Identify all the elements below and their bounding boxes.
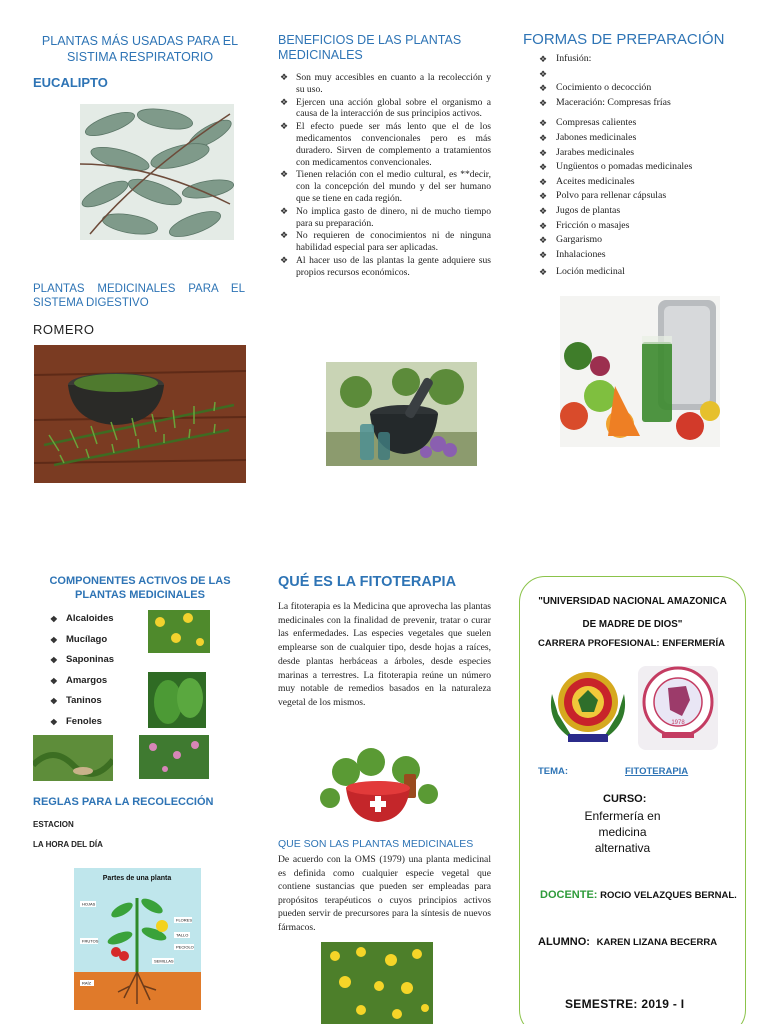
student-name: KAREN LIZANA BECERRA [596,937,718,948]
teacher-line [540,889,737,901]
topic-label: TEMA: [538,766,569,777]
diagram-label: FRUTOS [82,938,99,944]
dandelion-field-image [321,942,433,1024]
benefit-item: ❖ Tienen relación con el medio cultural, es **decir, con la concepción del mundo y del ser humano que se tiene en cada región. [296,169,491,204]
benefit-item: ❖ Son muy accesibles en cuanto a la recolección y su uso. [296,72,491,96]
course-value: Enfermería en medicina alternativa [584,809,661,855]
preparation-list [556,52,756,280]
course-label: CURSO: [603,793,647,805]
dandelion-photo [148,610,210,653]
herb-bowl-image [316,742,446,826]
component-item: ❖ Fenoles [66,712,114,733]
diagram-label: PECIOLO [176,944,194,950]
preparation-item: ❖ Fricción o masajes [556,219,756,234]
mortar-herbs-image [326,362,477,466]
career-label: CARRERA PROFESIONAL: ENFERMERÍA [538,638,726,649]
rosemary-image [34,345,246,483]
diagram-title: Partes de una planta [102,875,172,882]
collection-rules-title: REGLAS PARA LA RECOLECCIÓN [33,796,214,808]
digestive-plants-heading: PLANTAS MEDICINALES PARA EL [33,283,245,295]
component-item: ❖ Mucílago [66,630,114,651]
phytotherapy-paragraph: La fitoterapia es la Medicina que aprovecha las plantas medicinales con la finalidad de prevenir, tratar o curar las enfermedades. Las especies vegetales que suelen emplearse son de cualquier tipo, desde hojas a raíces, desde plantas herbáceas a árboles, desde especies marinas a terrestres. La fitoterapia reúne un número muy notable de remedios basados en la naturaleza vegetal de los mismos. [278,601,491,708]
component-item: ❖ Amargos [66,671,114,692]
diagram-label: TALLO [176,932,189,938]
preparation-item: ❖ Loción medicinal [556,265,756,280]
respiratory-plants-title: PLANTAS MÁS USADAS PARA EL SISTIMA RESPIRATORIO [41,34,239,64]
active-components-title: COMPONENTES ACTIVOS DE LAS PLANTAS MEDICINALES [49,575,231,601]
university-name [525,590,740,636]
student-line [538,936,717,948]
benefit-item: ❖ No implica gasto de dinero, ni de mucho tiempo para su preparación. [296,206,491,230]
preparation-item: ❖ Jugos de plantas [556,204,756,219]
rule-time-of-day: LA HORA DEL DÍA [33,840,103,849]
preparation-item: ❖ Compresas calientes [556,116,756,131]
benefits-list [296,72,491,280]
green-juice-image [560,296,720,447]
preparation-item: ❖ Infusión: [556,52,756,67]
benefit-item: ❖ Al hacer uso de las plantas la gente adquiere sus propios recursos económicos. [296,255,491,279]
preparation-item: ❖ Cocimiento o decocción [556,81,756,96]
preparation-title: FORMAS DE PREPARACIÓN [523,31,725,48]
university-line-1: "UNIVERSIDAD NACIONAL AMAZONICA [538,596,727,607]
component-item: ❖ Alcaloides [66,609,114,630]
pink-flowers-photo [139,735,209,779]
medicinal-plants-subtitle: QUE SON LAS PLANTAS MEDICINALES [278,838,474,850]
preparation-item: ❖ Polvo para rellenar cápsulas [556,189,756,204]
preparation-item: ❖ Aceites medicinales [556,175,756,190]
eucalyptus-image [80,104,234,240]
component-item: ❖ Saponinas [66,650,114,671]
teacher-name: ROCIO VELAZQUES BERNAL. [600,890,737,901]
diagram-label: SEMILLAS [154,958,174,964]
preparation-item: ❖ Ungüentos o pomadas medicinales [556,160,756,175]
preparation-item: ❖ Inhalaciones [556,248,756,263]
diagram-label: RAÍZ [82,980,92,986]
preparation-item: ❖ Maceración: Compresas frías [556,96,756,111]
benefit-item: ❖ El efecto puede ser más lento que el de los medicamentos convencionales pero es más duradero. Sirven de complemento a tratamientos con medicamentos convencionales. [296,121,491,168]
preparation-item: ❖ Gargarismo [556,233,756,248]
preparation-item: ❖ Jarabes medicinales [556,146,756,161]
preparation-item [556,67,756,82]
teacher-label: DOCENTE: [540,889,598,901]
topic-value: FITOTERAPIA [625,766,689,777]
medicinal-plants-paragraph: De acuerdo con la OMS (1979) una planta medicinal es definida como cualquier especie vegetal que contiene sustancias que pueden ser empleadas para propósitos terapéuticos o cuyos principios activos pueden servir de precursores para la síntesis de nuevos fármacos. [278,854,491,933]
digestive-plants-heading-line2: SISTEMA DIGESTIVO [33,297,149,309]
nursing-college-seal [638,664,718,750]
university-crest-logo [544,664,632,746]
student-label: ALUMNO: [538,936,590,948]
diagram-label: HOJAS [82,901,96,907]
preparation-item: ❖ Jabones medicinales [556,131,756,146]
leaf-photo [148,672,206,728]
benefits-title: BENEFICIOS DE LAS PLANTAS MEDICINALES [278,33,462,62]
semester-label: SEMESTRE: 2019 - I [565,997,685,1011]
benefit-item: ❖ Ejercen una acción global sobre el organismo a causa de la interacción de sus principios activos. [296,97,491,121]
seal-year: 1978 [671,720,685,726]
eucalipto-heading: EUCALIPTO [33,75,108,90]
diagram-label: FLORES [176,917,193,923]
university-line-2: DE MADRE DE DIOS" [582,619,683,630]
plant-parts-diagram [74,868,201,1010]
romero-heading: ROMERO [33,322,95,337]
components-list [66,609,114,732]
benefit-item: ❖ No requieren de conocimientos ni de ninguna habilidad especial para ser aplicadas. [296,230,491,254]
component-item: ❖ Taninos [66,691,114,712]
phytotherapy-title: QUÉ ES LA FITOTERAPIA [278,574,457,590]
plant-field-photo [33,735,113,781]
rule-season: ESTACION [33,820,74,829]
